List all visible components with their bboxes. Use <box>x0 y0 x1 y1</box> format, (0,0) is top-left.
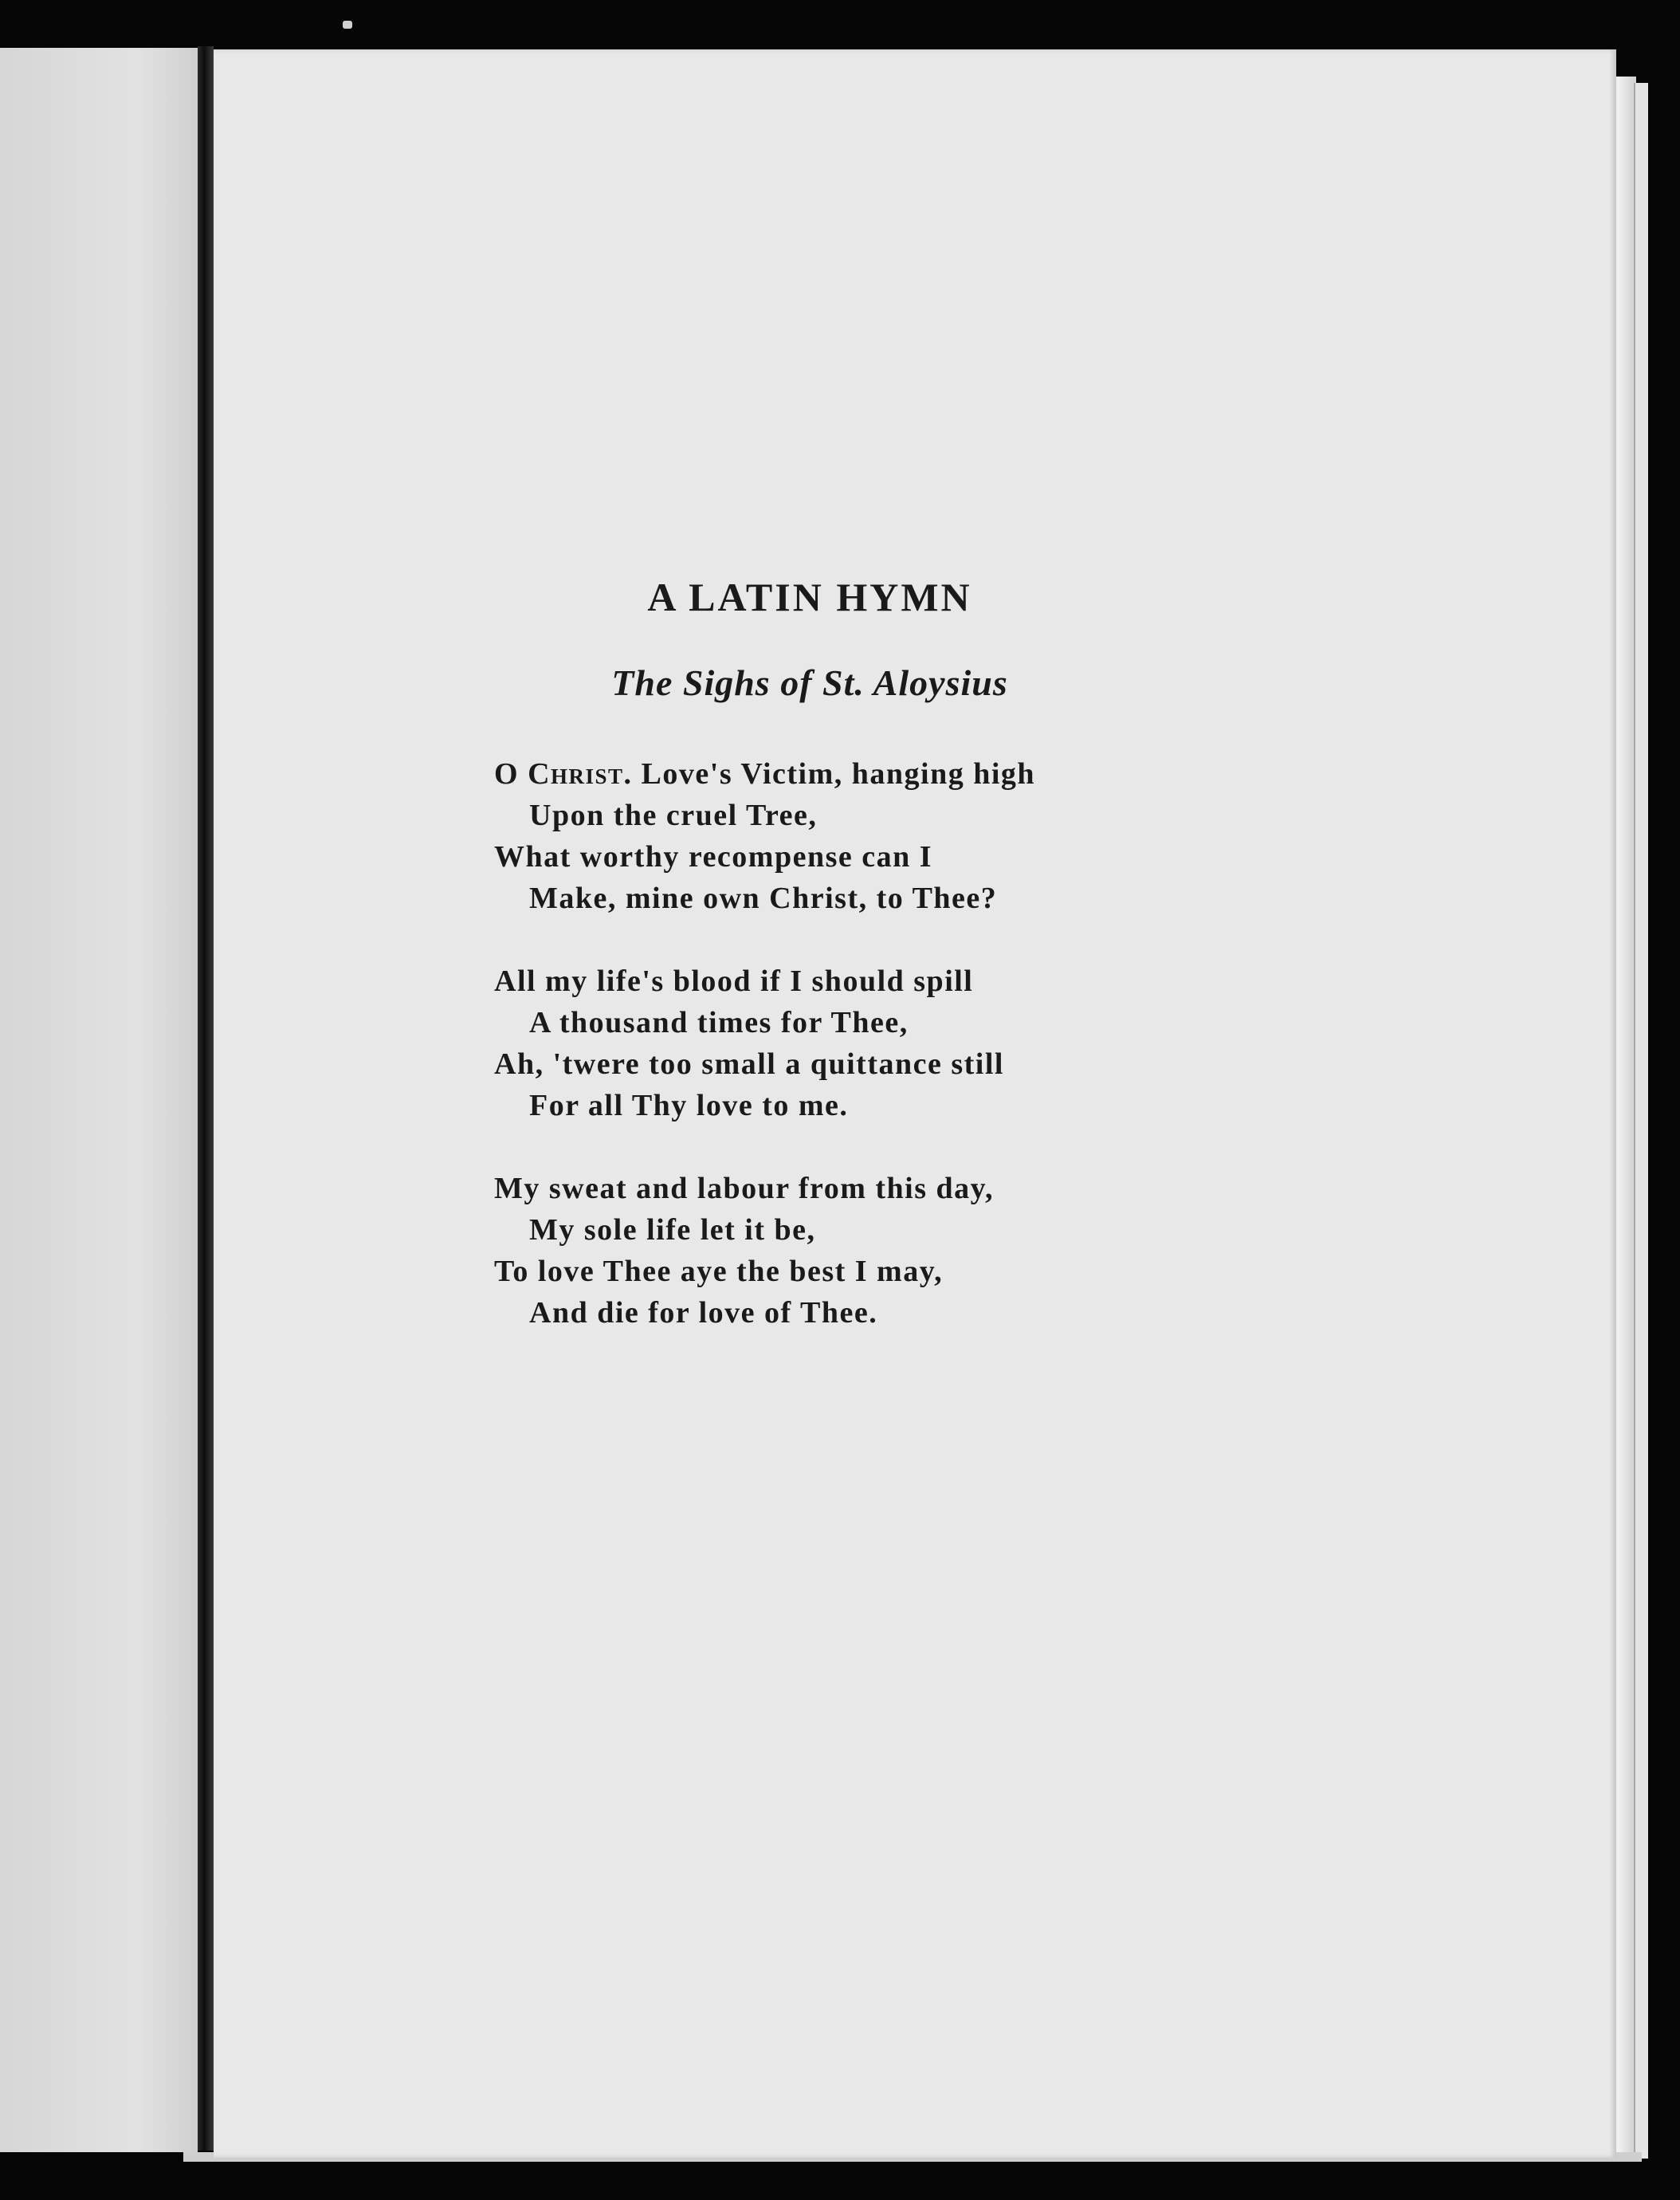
poem-line: To love Thee aye the best I may, <box>494 1255 944 1288</box>
poem-line: What worthy recompense can I <box>494 840 933 874</box>
poem-line: For all Thy love to me. <box>529 1089 849 1122</box>
poem-line: Upon the cruel Tree, <box>529 799 818 832</box>
poem-line: All my life's blood if I should spill <box>494 964 974 998</box>
poem-line: Make, mine own Christ, to Thee? <box>529 882 998 915</box>
stanza <box>494 1168 1259 1334</box>
poem-line: My sole life let it be, <box>529 1213 816 1247</box>
line-rest: . Love's Victim, hanging high <box>623 757 1036 791</box>
poem-line <box>494 753 1259 795</box>
poem <box>494 753 1259 1375</box>
stanza <box>494 753 1259 919</box>
poem-line: And die for love of Thee. <box>529 1296 878 1330</box>
line-smallcaps: Christ <box>528 757 624 791</box>
poem-line: Ah, 'twere too small a quittance still <box>494 1047 1004 1081</box>
poem-line: My sweat and labour from this day, <box>494 1172 995 1205</box>
page-subtitle: The Sighs of St. Aloysius <box>611 662 1008 703</box>
line-lead: O <box>494 757 528 791</box>
stanza <box>494 961 1259 1126</box>
poem-line: A thousand times for Thee, <box>529 1006 909 1039</box>
page-title: A LATIN HYMN <box>647 575 972 619</box>
